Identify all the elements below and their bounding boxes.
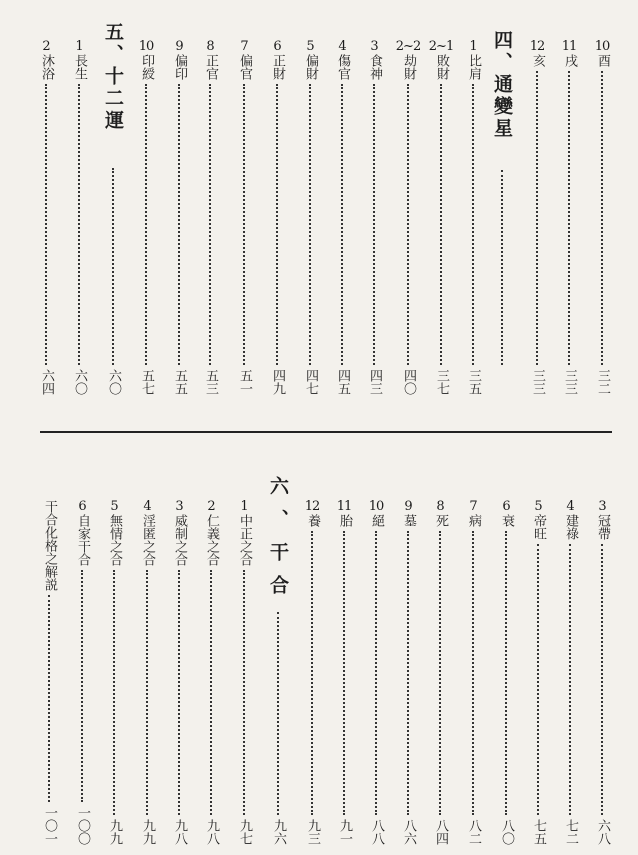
entry-number: 6 (78, 499, 86, 514)
dot-leader (407, 531, 409, 815)
toc-entry[interactable] (134, 500, 160, 845)
entry-number: 10 (368, 499, 384, 514)
page-number: 八四 (433, 819, 448, 845)
dot-leader (210, 570, 212, 815)
entry-label: 食神 (367, 54, 382, 80)
toc-entry[interactable] (525, 500, 551, 845)
toc-entry[interactable] (264, 40, 290, 395)
dot-leader (341, 84, 343, 365)
entry-label: 墓 (401, 514, 416, 527)
toc-entry[interactable] (198, 500, 224, 845)
dot-leader (309, 84, 311, 365)
entry-number: 5 (110, 499, 118, 514)
section-title: 五、十二運 (102, 22, 124, 132)
page-number: 三三 (530, 369, 545, 395)
entry-number: 3 (175, 499, 183, 514)
dot-leader (243, 570, 245, 815)
dot-leader (243, 84, 245, 365)
toc-entry[interactable] (166, 40, 192, 395)
toc-entry[interactable] (69, 500, 95, 845)
toc-entry[interactable] (428, 40, 454, 395)
entry-label: 死 (433, 514, 448, 527)
entry-number: 9 (404, 499, 412, 514)
entry-number: 9 (175, 39, 183, 54)
entry-number: 11 (561, 39, 577, 54)
entry-number: 5 (306, 39, 314, 54)
entry-label: 淫匿之合 (140, 514, 155, 566)
entry-number: 4 (566, 499, 574, 514)
dot-leader (568, 71, 570, 365)
entry-label: 中正之合 (237, 514, 252, 566)
toc-entry[interactable] (524, 40, 550, 395)
toc-entry[interactable] (297, 40, 323, 395)
entry-number: 11 (336, 499, 352, 514)
entry-number: 5 (534, 499, 542, 514)
page-number: 四五 (335, 369, 350, 395)
dot-leader (45, 84, 47, 365)
toc-entry[interactable] (395, 500, 421, 845)
entry-label: 印綬 (139, 54, 154, 80)
dot-leader (505, 531, 507, 815)
entry-label: 仁義之合 (204, 514, 219, 566)
dot-leader (178, 84, 180, 365)
page-number: 八二 (466, 819, 481, 845)
page-number: 九六 (271, 819, 286, 845)
entry-label: 干合化格之解説 (42, 500, 57, 591)
toc-entry[interactable] (166, 500, 192, 845)
dot-leader (343, 531, 345, 815)
page-number: 三二 (595, 369, 610, 395)
entry-number: 12 (529, 39, 545, 54)
entry-number: 10 (138, 39, 154, 54)
toc-entry[interactable] (460, 500, 486, 845)
toc-entry[interactable] (363, 500, 389, 845)
page-number: 九八 (172, 819, 187, 845)
page-number: 七二 (563, 819, 578, 845)
entry-label: 建祿 (563, 514, 578, 540)
entry-label: 傷官 (335, 54, 350, 80)
entry-label: 正財 (270, 54, 285, 80)
page-number: 九七 (237, 819, 252, 845)
page-number: 三五 (466, 369, 481, 395)
entry-number: 7 (469, 499, 477, 514)
section-heading-4[interactable] (486, 30, 518, 395)
entry-label: 威制之合 (172, 514, 187, 566)
toc-entry-final[interactable] (36, 500, 62, 845)
toc-entry[interactable] (66, 40, 92, 395)
entry-number: 2~2 (395, 39, 421, 54)
page-number: 九八 (204, 819, 219, 845)
entry-number: 12 (304, 499, 320, 514)
entry-label: 偏官 (237, 54, 252, 80)
dot-leader (311, 531, 313, 815)
toc-entry[interactable] (231, 500, 257, 845)
entry-number: 6 (502, 499, 510, 514)
dot-leader (113, 570, 115, 815)
page-number: 七五 (531, 819, 546, 845)
dot-leader (536, 71, 538, 365)
entry-number: 1 (75, 39, 83, 54)
page-number: 六八 (595, 819, 610, 845)
entry-label: 正官 (203, 54, 218, 80)
dot-leader (146, 570, 148, 815)
entry-label: 比肩 (466, 54, 481, 80)
dot-leader (78, 84, 80, 365)
toc-entry[interactable] (329, 40, 355, 395)
entry-number: 6 (273, 39, 281, 54)
page-number: 三七 (434, 369, 449, 395)
toc-entry[interactable] (589, 500, 615, 845)
page-number: 六〇 (106, 369, 121, 395)
toc-entry[interactable] (133, 40, 159, 395)
page-number: 四〇 (401, 369, 416, 395)
toc-entry[interactable] (33, 40, 59, 395)
entry-label: 養 (305, 514, 320, 527)
entry-label: 敗財 (434, 54, 449, 80)
dot-leader (112, 168, 114, 365)
toc-entry[interactable] (589, 40, 615, 395)
page-number: 九九 (140, 819, 155, 845)
section-heading-5[interactable] (97, 22, 129, 395)
entry-label: 劫財 (401, 54, 416, 80)
page-number: 一〇一 (42, 806, 57, 845)
entry-label: 偏財 (303, 54, 318, 80)
toc-entry[interactable] (361, 40, 387, 395)
entry-number: 3 (370, 39, 378, 54)
page-number: 三三 (562, 369, 577, 395)
dot-leader (407, 84, 409, 365)
entry-label: 戌 (562, 54, 577, 67)
dot-leader (569, 544, 571, 815)
page-number: 四七 (303, 369, 318, 395)
entry-number: 8 (436, 499, 444, 514)
entry-number: 8 (206, 39, 214, 54)
page-number: 八六 (401, 819, 416, 845)
dot-leader (440, 84, 442, 365)
toc-entry[interactable] (557, 500, 583, 845)
page-number: 六四 (39, 369, 54, 395)
entry-label: 長生 (72, 54, 87, 80)
toc-entry[interactable] (231, 40, 257, 395)
dot-leader (373, 84, 375, 365)
page-number: 五三 (203, 369, 218, 395)
dot-leader (277, 612, 279, 815)
section-title: 六、干合 (267, 476, 289, 608)
toc-entry[interactable] (395, 40, 421, 395)
page-number: 四三 (367, 369, 382, 395)
entry-number: 1 (469, 39, 477, 54)
entry-number: 2~1 (428, 39, 454, 54)
page-number: 九一 (337, 819, 352, 845)
entry-label: 無情之合 (107, 514, 122, 566)
section-divider (40, 431, 612, 433)
dot-leader (375, 531, 377, 815)
toc-entry[interactable] (556, 40, 582, 395)
toc-entry[interactable] (331, 500, 357, 845)
page-number: 八八 (369, 819, 384, 845)
dot-leader (472, 84, 474, 365)
page-number: 四九 (270, 369, 285, 395)
toc-entry[interactable] (460, 40, 486, 395)
entry-number: 2 (42, 39, 50, 54)
entry-label: 沐浴 (39, 54, 54, 80)
page-number: 五一 (237, 369, 252, 395)
dot-leader (48, 595, 50, 802)
dot-leader (439, 531, 441, 815)
page-number: 六〇 (72, 369, 87, 395)
entry-number: 4 (338, 39, 346, 54)
dot-leader (145, 84, 147, 365)
entry-label: 衰 (499, 514, 514, 527)
entry-number: 4 (143, 499, 151, 514)
toc-entry[interactable] (197, 40, 223, 395)
dot-leader (601, 71, 603, 365)
entry-label: 病 (466, 514, 481, 527)
dot-leader (209, 84, 211, 365)
entry-number: 2 (207, 499, 215, 514)
section-title: 四、通變星 (491, 30, 513, 140)
dot-leader (472, 531, 474, 815)
page-number: 九九 (107, 819, 122, 845)
page-number: 五五 (172, 369, 187, 395)
page-number: 九三 (305, 819, 320, 845)
toc-entry[interactable] (493, 500, 519, 845)
entry-label: 酉 (595, 54, 610, 67)
toc-entry[interactable] (299, 500, 325, 845)
dot-leader (537, 544, 539, 815)
entry-label: 偏印 (172, 54, 187, 80)
entry-number: 7 (240, 39, 248, 54)
entry-label: 胎 (337, 514, 352, 527)
page-number: 一〇〇 (75, 806, 90, 845)
entry-number: 10 (594, 39, 610, 54)
dot-leader (178, 570, 180, 815)
page-number: 八〇 (499, 819, 514, 845)
entry-label: 冠帶 (595, 514, 610, 540)
toc-entry[interactable] (427, 500, 453, 845)
page-number: 五七 (139, 369, 154, 395)
entry-number: 1 (240, 499, 248, 514)
entry-number: 3 (598, 499, 606, 514)
entry-label: 帝旺 (531, 514, 546, 540)
section-heading-6[interactable] (262, 476, 294, 845)
dot-leader (601, 544, 603, 815)
dot-leader (81, 570, 83, 802)
entry-label: 自家干合 (75, 514, 90, 566)
toc-entry[interactable] (101, 500, 127, 845)
dot-leader (276, 84, 278, 365)
entry-label: 亥 (530, 54, 545, 67)
dot-leader (501, 170, 503, 365)
entry-label: 絕 (369, 514, 384, 527)
